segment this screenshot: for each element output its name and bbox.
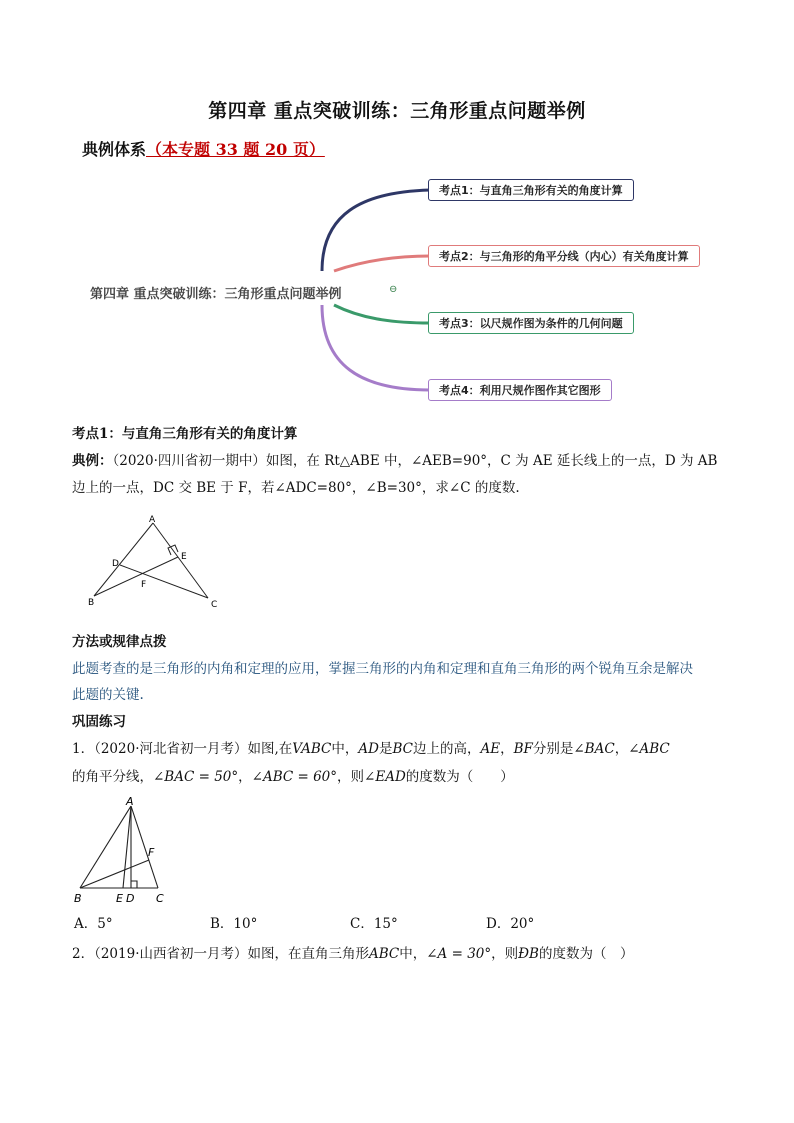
mindmap-root[interactable]: 第四章 重点突破训练：三角形重点问题举例: [90, 287, 342, 302]
option-b[interactable]: B．10°: [210, 916, 258, 932]
example-label: 典例：: [72, 453, 113, 469]
q1-text: 是: [378, 741, 393, 757]
q2-line: [72, 940, 633, 968]
fig1-label-a: A: [149, 515, 156, 525]
example-text-1: （2020·四川省初一期中）如图，在 Rt△ABE 中，∠AEB=90°，C 为 AE 延长线上的一点，D 为 AB: [112, 453, 718, 469]
kp1-heading: 考点1：与直角三角形有关的角度计算: [72, 426, 298, 442]
example-line-2: 边上的一点，DC 交 BE 于 F，若∠ADC=80°，∠B=30°，求∠C 的度数.: [72, 480, 520, 496]
q2-math: ∠A = 30°: [426, 946, 492, 962]
q1-math: AD: [358, 741, 379, 757]
fig2-label-a: A: [126, 795, 134, 808]
fig2-label-c: C: [156, 892, 164, 905]
practice-heading: 巩固练习: [72, 714, 126, 730]
method-line-1: 此题考查的是三角形的内角和定理的应用，掌握三角形的内角和定理和直角三角形的两个锐角互余是解决: [72, 661, 693, 677]
q1-text: 分别是: [532, 741, 574, 757]
q1-math: VABC: [292, 741, 332, 757]
fig1-label-d: D: [112, 559, 119, 569]
q1-math: BC: [392, 741, 413, 757]
q1-text: 中，: [331, 741, 359, 757]
q2-math: ÐB: [518, 946, 539, 962]
fig1-label-c: C: [211, 600, 218, 610]
q1-text: 的角平分线，: [72, 769, 153, 785]
q1-text: ，: [500, 741, 514, 757]
fig2-label-f: F: [148, 846, 155, 859]
q1-math: ∠BAC: [573, 741, 615, 757]
method-line-2: 此题的关键.: [72, 687, 144, 703]
q2-text: ，则: [491, 946, 519, 962]
fig2-label-e: E: [116, 892, 123, 905]
collapse-icon[interactable]: ⊖: [389, 284, 398, 295]
branch-2: [334, 256, 430, 271]
example-line-1: [72, 447, 732, 475]
q1-math: AE: [480, 741, 501, 757]
system-note: （本专题 33 题 20 页）: [146, 140, 325, 159]
fig1-label-f: F: [141, 580, 147, 590]
page-title: 第四章 重点突破训练：三角形重点问题举例: [208, 100, 586, 122]
fig2-label-b: B: [74, 892, 82, 905]
fig1-label-b: B: [88, 598, 95, 608]
mindmap-node-4[interactable]: 考点4：利用尺规作图作其它图形: [428, 379, 612, 401]
q1-text: 边上的高，: [412, 741, 481, 757]
system-label: 典例体系: [82, 140, 147, 159]
mindmap-connectors: [0, 0, 794, 420]
fig1-label-e: E: [181, 552, 187, 562]
q1-text: ，: [614, 741, 629, 757]
q1-line-2: [72, 763, 514, 791]
method-heading: 方法或规律点拨: [72, 634, 167, 650]
q1-text: ，: [238, 769, 252, 785]
fig2-label-d: D: [126, 892, 135, 905]
mindmap-node-3[interactable]: 考点3：以尺规作图为条件的几何问题: [428, 312, 634, 334]
q2-math: ABC: [369, 946, 400, 962]
q1-text: 1．（2020·河北省初一月考）如图,在: [72, 741, 293, 757]
q1-math: ∠ABC: [628, 741, 670, 757]
q2-text: 中，: [399, 946, 427, 962]
q1-figure: [70, 794, 180, 906]
q1-math: ∠BAC = 50°: [153, 769, 239, 785]
q1-text: 的度数为（ ）: [405, 769, 514, 785]
q1-math: BF: [513, 741, 533, 757]
q1-text: ，则: [337, 769, 365, 785]
branch-3: [334, 305, 430, 323]
option-a[interactable]: A．5°: [74, 916, 113, 932]
example-figure: [84, 510, 234, 614]
option-c[interactable]: C．15°: [350, 916, 398, 932]
q2-text: 的度数为（ ）: [538, 946, 634, 962]
q1-line-1: [72, 735, 670, 763]
mindmap-node-1[interactable]: 考点1：与直角三角形有关的角度计算: [428, 179, 634, 201]
q1-math: ∠EAD: [364, 769, 406, 785]
q2-text: 2．（2019·山西省初一月考）如图，在直角三角形: [72, 946, 369, 962]
option-d[interactable]: D．20°: [486, 916, 535, 932]
q1-math: ∠ABC = 60°: [251, 769, 338, 785]
mindmap-node-2[interactable]: 考点2：与三角形的角平分线（内心）有关角度计算: [428, 245, 700, 267]
